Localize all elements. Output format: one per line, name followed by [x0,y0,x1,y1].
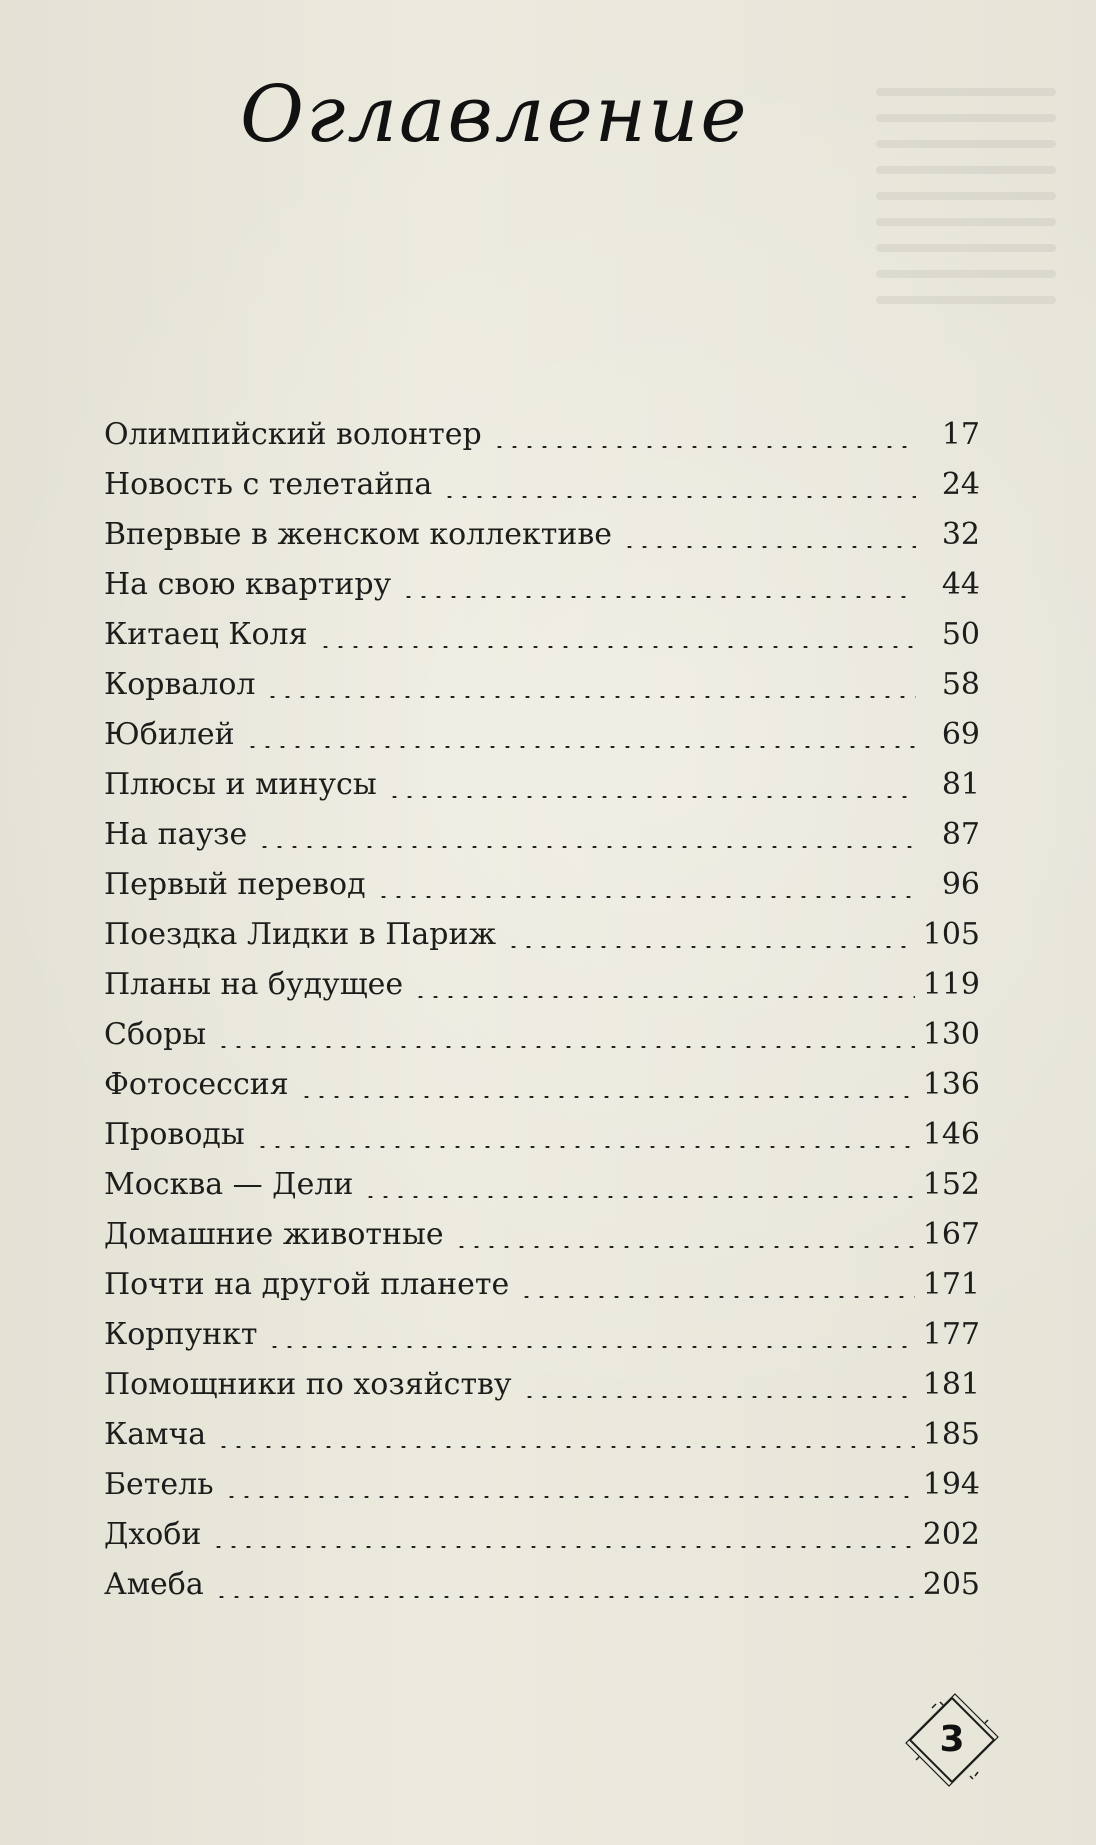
page-title: Оглавление [240,70,749,160]
toc-entry-page-number: 146 [922,1117,980,1152]
toc-entry [104,1210,980,1260]
dot-leader [267,1346,914,1348]
toc-entry [104,710,980,760]
toc-entry-title: Домашние животные [104,1217,444,1252]
toc-entry-page-number: 81 [941,767,980,802]
toc-entry-title: Амеба [104,1567,204,1602]
dot-leader [622,546,916,548]
dot-leader [401,596,916,598]
toc-entry-page-number: 17 [941,417,980,452]
toc-entry-title: Корвалол [104,667,256,702]
dot-leader [224,1496,915,1498]
dot-leader [216,1046,915,1048]
dot-leader [255,1146,915,1148]
toc-entry [104,460,980,510]
dot-leader [413,996,915,998]
toc-entry-title: На паузе [104,817,248,852]
toc-entry-page-number: 105 [922,917,980,952]
dot-leader [257,846,916,848]
toc-entry-title: Корпункт [104,1317,258,1352]
dot-leader [442,496,916,498]
toc-entry-title: Камча [104,1417,207,1452]
toc-entry-page-number: 205 [922,1567,980,1602]
toc-entry-title: Олимпийский волонтер [104,417,482,452]
toc-entry [104,610,980,660]
toc-entry [104,860,980,910]
dot-leader [506,946,915,948]
dot-leader [522,1396,915,1398]
toc-entry [104,1410,980,1460]
toc-entry-page-number: 130 [922,1017,980,1052]
toc-entry [104,810,980,860]
toc-entry-page-number: 181 [922,1367,980,1402]
toc-entry-page-number: 58 [941,667,980,702]
toc-entry-title: Бетель [104,1467,214,1502]
toc-entry-page-number: 69 [941,717,980,752]
toc-entry-title: Почти на другой планете [104,1267,510,1302]
dot-leader [214,1596,915,1598]
toc-entry [104,1110,980,1160]
show-through-text [876,70,1056,430]
toc-entry-title: Сборы [104,1017,207,1052]
dot-leader [387,796,916,798]
dot-leader [265,696,916,698]
toc-entry [104,960,980,1010]
toc-entry-page-number: 152 [922,1167,980,1202]
dot-leader [245,746,916,748]
toc-entry [104,1060,980,1110]
toc-entry-page-number: 50 [941,617,980,652]
toc-entry [104,1260,980,1310]
dot-leader [492,446,916,448]
toc-entry-title: Фотосессия [104,1067,289,1102]
toc-entry [104,1560,980,1610]
page-number-badge [902,1690,1002,1790]
toc-entry-title: На свою квартиру [104,567,392,602]
toc-entry-title: Планы на будущее [104,967,404,1002]
toc-entry-title: Поездка Лидки в Париж [104,917,497,952]
toc-entry-title: Проводы [104,1117,245,1152]
dot-leader [519,1296,914,1298]
toc-entry [104,410,980,460]
toc-entry-page-number: 32 [941,517,980,552]
dot-leader [216,1446,915,1448]
toc-entry-title: Плюсы и минусы [104,767,377,802]
toc-entry [104,1460,980,1510]
toc-entry-title: Дхоби [104,1517,202,1552]
toc-entry-page-number: 194 [922,1467,980,1502]
toc-entry-title: Китаец Коля [104,617,308,652]
dot-leader [299,1096,915,1098]
toc-entry-page-number: 44 [941,567,980,602]
page-number: 3 [939,1719,965,1760]
dot-leader [454,1246,915,1248]
toc-entry [104,1010,980,1060]
toc-entry-page-number: 177 [922,1317,980,1352]
toc-entry-page-number: 202 [922,1517,980,1552]
toc-entry-page-number: 167 [922,1217,980,1252]
dot-leader [376,896,916,898]
toc-entry-page-number: 171 [922,1267,980,1302]
toc-entry [104,910,980,960]
toc-entry-page-number: 185 [922,1417,980,1452]
toc-entry-title: Новость с телетайпа [104,467,433,502]
dot-leader [363,1196,914,1198]
toc-entry-page-number: 87 [941,817,980,852]
toc-entry [104,1510,980,1560]
toc-entry [104,1310,980,1360]
toc-entry [104,660,980,710]
toc-entry [104,560,980,610]
toc-entry-title: Впервые в женском коллективе [104,517,612,552]
table-of-contents [104,410,980,1610]
toc-entry-title: Помощники по хозяйству [104,1367,512,1402]
toc-entry-title: Юбилей [104,717,235,752]
toc-entry-page-number: 24 [941,467,980,502]
toc-entry-page-number: 119 [922,967,980,1002]
toc-entry-title: Первый перевод [104,867,366,902]
toc-entry [104,1360,980,1410]
toc-entry [104,510,980,560]
toc-entry [104,1160,980,1210]
toc-entry [104,760,980,810]
dot-leader [211,1546,914,1548]
toc-entry-title: Москва — Дели [104,1167,354,1202]
toc-entry-page-number: 96 [941,867,980,902]
dot-leader [318,646,916,648]
toc-entry-page-number: 136 [922,1067,980,1102]
